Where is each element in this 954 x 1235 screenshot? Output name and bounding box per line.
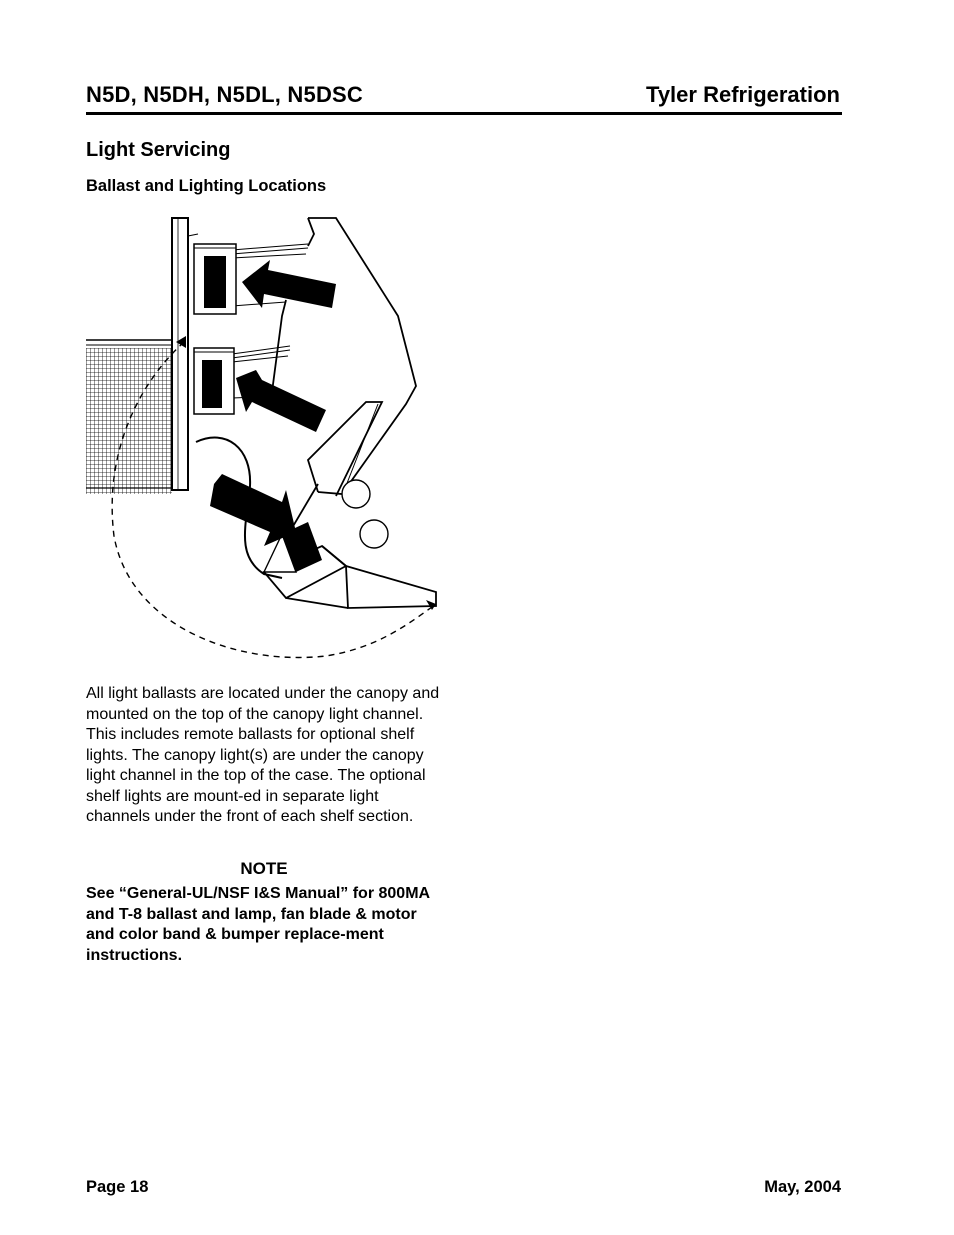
subsection-title: Ballast and Lighting Locations bbox=[86, 177, 327, 195]
section-title: Light Servicing bbox=[86, 139, 231, 161]
ballast-location-diagram bbox=[86, 216, 442, 668]
page-header bbox=[86, 82, 842, 115]
upper-ballast bbox=[194, 244, 236, 314]
publication-date: May, 2004 bbox=[764, 1178, 841, 1196]
page-number: Page 18 bbox=[86, 1178, 149, 1196]
note-text: See “General-UL/NSF I&S Manual” for 800MA and T-8 ballast and lamp, fan blade & motor and color band & bumper replace-ment instructions. bbox=[86, 885, 430, 964]
brand-name: Tyler Refrigeration bbox=[646, 82, 840, 107]
shelf-lines bbox=[232, 244, 308, 398]
lamp-circles bbox=[342, 480, 388, 548]
model-numbers: N5D, N5DH, N5DL, N5DSC bbox=[86, 82, 364, 107]
note-title: NOTE bbox=[240, 859, 288, 878]
lower-ballast bbox=[194, 348, 234, 414]
body-paragraph: All light ballasts are located under the canopy and mounted on the top of the canopy light channel. This includes remote ballasts for optional shelf lights. The canopy light(s) are under the canopy light channel in the top of the case. The optional shelf lights are mount-ed in separate light channels under the front of each shelf section. bbox=[86, 685, 440, 825]
